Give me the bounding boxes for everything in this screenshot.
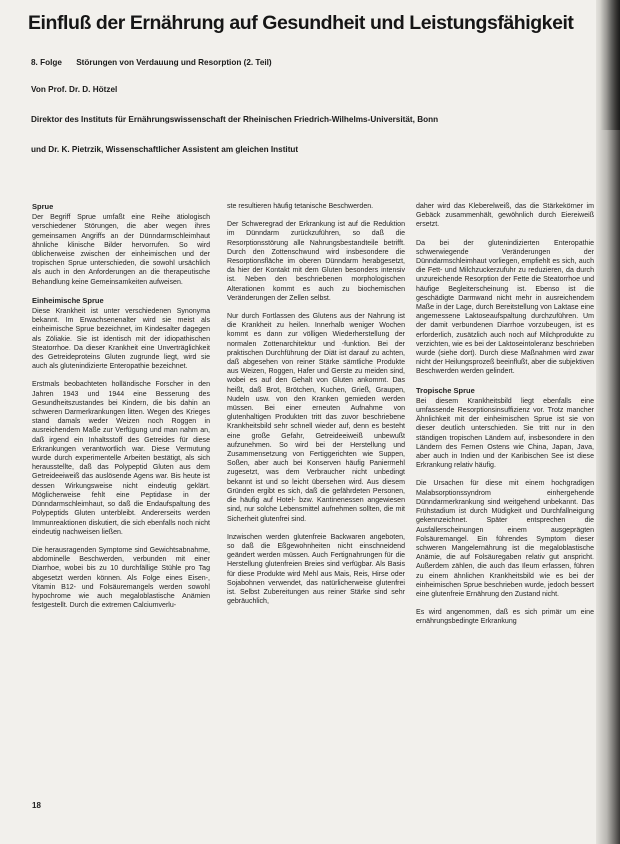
paragraph: ste resultieren häufig tetanische Beschwerden.	[227, 203, 374, 210]
paragraph: Die Ursachen für diese mit einem hochgradigen Malabsorptionssyndrom einhergehende Dünndarmerkrankung sind weitgehend unbekannt. Das Frühstadium ist durch Müdigkeit und Durchfallneigung gekennzeichnet. Später entsprechen die Ausfallerscheinungen einem ausgeprägten Folsäuremangel. Ein führendes Symptom dieser schweren Mangelernährung ist die megaloblastische Anämie, die auf Folsäuregaben relativ gut anspricht. Außerdem zählen, die auch das Ileum erfassen, führen zu einem ähnlichen Krankheitsbild wie es bei der einheimischen Sprue beschrieben wurde, jedoch bessert eine glutenfreie Ernährung den Zustand nicht.	[416, 480, 594, 598]
paragraph: Die herausragenden Symptome sind Gewichtsabnahme, abdominelle Beschwerden, verbunden mit einer Diarrhoe, wobei bis zu 10 durchfällige Stühle pro Tag abgesetzt werden können. Als Folge eines Eisen-, Vitamin B12- und Folsäuremangels werden sowohl hypochrome wie auch megaloblastische Anämien festgestellt. Durch die extremen Calciumverlu-	[32, 546, 210, 610]
section-heading-sprue: Sprue	[32, 202, 54, 211]
paragraph: Bei diesem Krankheitsbild liegt ebenfalls eine umfassende Resorptionsinsuffizienz vor. Trotz mancher Ähnlichkeit mit der einheimischen Sprue ist sie von dieser deutlich unterschieden. Sie tritt nur in den ständigen tropischen Ländern auf, insbesondere in den Ländern des Fernen Ostens wie China, Japan, Java, aber auch in Indien und der Karibischen See ist diese Erkrankung relativ häufig.	[416, 397, 594, 470]
text-column-1	[32, 202, 210, 792]
paragraph: Es wird angenommen, daß es sich primär um eine ernährungsbedingte Erkrankung	[416, 609, 594, 626]
section-heading-tropische-sprue: Tropische Sprue	[416, 385, 475, 395]
series-subtitle	[31, 58, 272, 67]
author-line: Von Prof. Dr. D. Hötzel	[31, 85, 118, 94]
page-corner-shadow	[600, 0, 620, 130]
article-title: Einfluß der Ernährung auf Gesundheit und Leistungsfähigkeit	[28, 12, 574, 34]
series-topic: Störungen von Verdauung und Resorption (2. Teil)	[76, 58, 272, 67]
text-column-2	[227, 202, 405, 814]
paragraph: Nur durch Fortlassen des Glutens aus der Nahrung ist die Krankheit zu heilen. Innerhalb weniger Wochen kommt es dann zur völligen Wiederherstellung der normalen Zottenarchitektur und -funktion. Bei der praktischen Durchführung der Diät ist darauf zu achten, daß abgesehen von reiner Stärke sämtliche Produkte aus Weizen, Roggen, Hafer und Gerste zu meiden sind, wobei es auf den Gehalt von Gluten ankommt. Das heißt, daß Brot, Brötchen, Kuchen, Grieß, Graupen, Nudeln usw. von den Kranken gemieden werden müssen. Bei einer erneuten Aufnahme von glutenhaltigen Produkten tritt das zuvor beschriebene Krankheitsbild sehr schnell wieder auf, denn es besteht eine große Gefahr, Getreideeiweiß unbewußt aufzunehmen. So wird bei der Herstellung und Zusammensetzung von Fertiggerichten wie Suppen, Soßen, aber auch bei Konserven häufig Paniermehl zugesetzt, was dem Verbraucher nicht unbedingt bekannt ist und so leicht übersehen wird. Aus diesem Gründen ergibt es sich, daß die gefährdeten Personen, die häufig auf Hotel- bzw. Kantinenessen angewiesen sind, nur solche Lebensmittel aufnehmen sollten, die mit Sicherheit glutenfrei sind.	[227, 313, 405, 523]
page-number: 18	[32, 801, 41, 810]
series-number: 8. Folge	[31, 58, 62, 67]
paragraph: Erstmals beobachteten holländische Forscher in den Jahren 1943 und 1944 eine Besserung des Gesundheitszustandes bei Kindern, die bis dahin an schweren Darmerkrankungen litten. Wegen des Krieges stand damals weder Weizen noch Roggen in ausreichendem Maße zur Verfügung und man nahm an, daß irgend ein Inhaltsstoff des Getreides für diese Erkrankungen verantwortlich war. Diese Vermutung wurde durch experimentelle Arbeiten bestätigt, als sich herausstellte, daß das Polypeptid Gluten aus dem Getreideeiweiß das auslösende Agens war. Bis heute ist dessen Wirkungsweise nicht eindeutig geklärt. Möglicherweise fehlt eine Peptidase in der Dünndarmschleimhaut, so daß die Endaufspaltung des Polypeptids Gluten unterbleibt. Andererseits werden Immunreaktionen diskutiert, die sich ebenfalls noch nicht eindeutig nachweisen ließen.	[32, 381, 210, 536]
paragraph: Da bei der glutenindizierten Enteropathie schwerwiegende Veränderungen der Dünndarmschleimhaut vorliegen, empfiehlt es sich, auch die Fett- und Milchzuckerzufuhr zu reduzieren, da durch unzureichende Resorption der Fette die Steatorrhoe und häufige Begleiterscheinung ist. Ebenso ist die geschädigte Darmwand nicht mehr in ausreichendem Maße in der Lage, durch Bereitstellung von Laktase eine angemessene Laktoseaufspaltung durchzuführen. Um der damit verbundenen Diarrhoe vorzubeugen, ist es erforderlich, zusätzlich auch noch auf Milchprodukte zu verzichten, wie es bei der Laktoseintoleranz beschrieben wurde (siehe dort). Durch diese Maßnahmen wird zwar nicht der Heilungsprozeß beeinflußt, aber die subjektiven Beschwerden werden gelindert.	[416, 239, 594, 376]
paragraph: daher wird das Kleberelweiß, das die Stärkekörner im Gebäck zusammenhält, gewöhnlich durch Eiereiweiß ersetzt.	[416, 203, 594, 229]
section-heading-einheimische-sprue: Einheimische Sprue	[32, 295, 104, 305]
affiliation-line: Direktor des Instituts für Ernährungswissenschaft der Rheinischen Friedrich-Wilhelms-Universität, Bonn	[31, 115, 439, 124]
paragraph: Inzwischen werden glutenfreie Backwaren angeboten, so daß die Eßgewohnheiten nicht einschneidend geändert werden müssen. Auch Fertignahrungen für die Herstellung glutenfreien Breies sind verfügbar. Als Basis für diese Produkte wird Mehl aus Mais, Reis, Hirse oder Sojabohnen verwendet, das natürlicherweise glutenfrei ist. Selbst Zubereitungen aus reiner Stärke sind sehr gebräuchlich,	[227, 533, 405, 606]
coauthor-line: und Dr. K. Pietrzik, Wissenschaftlicher Assistent am gleichen Institut	[31, 145, 299, 154]
paragraph: Der Begriff Sprue umfaßt eine Reihe ätiologisch verschiedener Störungen, die aber wegen ihres gemeinsamen Angriffs an der Dünndarmschleimhaut ähnliche klinische Bilder hervorrufen. So wird üblicherweise zwischen der einheimischen und der tropischen Sprue unterschieden, die sowohl ursächlich als auch in den Anforderungen an die therapeutische Behandlung keine Gemeinsamkeiten aufweisen.	[32, 214, 210, 286]
text-column-3	[416, 202, 594, 820]
paragraph: Diese Krankheit ist unter verschiedenen Synonyma bekannt. Im Erwachsenenalter wird sie meist als einheimische Sprue bezeichnet, im Kindesalter dagegen als Zöliakie. Sie ist identisch mit der idiopathischen Steatorrhoe. Da dieser Krankheit eine Unverträglichkeit des Getreideproteins Gluten zugrunde liegt, wird sie auch als glutenindizierte Enteropathie bezeichnet.	[32, 308, 210, 371]
paragraph: Der Schweregrad der Erkrankung ist auf die Reduktion im Dünndarm zurückzuführen, so daß die Resorptionsstörung alle Nahrungsbestandteile betrifft. Durch den Zottenschwund wird insbesondere die Resorptionsfläche im oberen Dünndarm herabgesetzt, da hier der Kontakt mit dem Gluten besonders intensiv ist. Neben den beschriebenen morphologischen Alterationen kommt es auch zu biochemischen Veränderungen der Zellen selbst.	[227, 221, 405, 302]
